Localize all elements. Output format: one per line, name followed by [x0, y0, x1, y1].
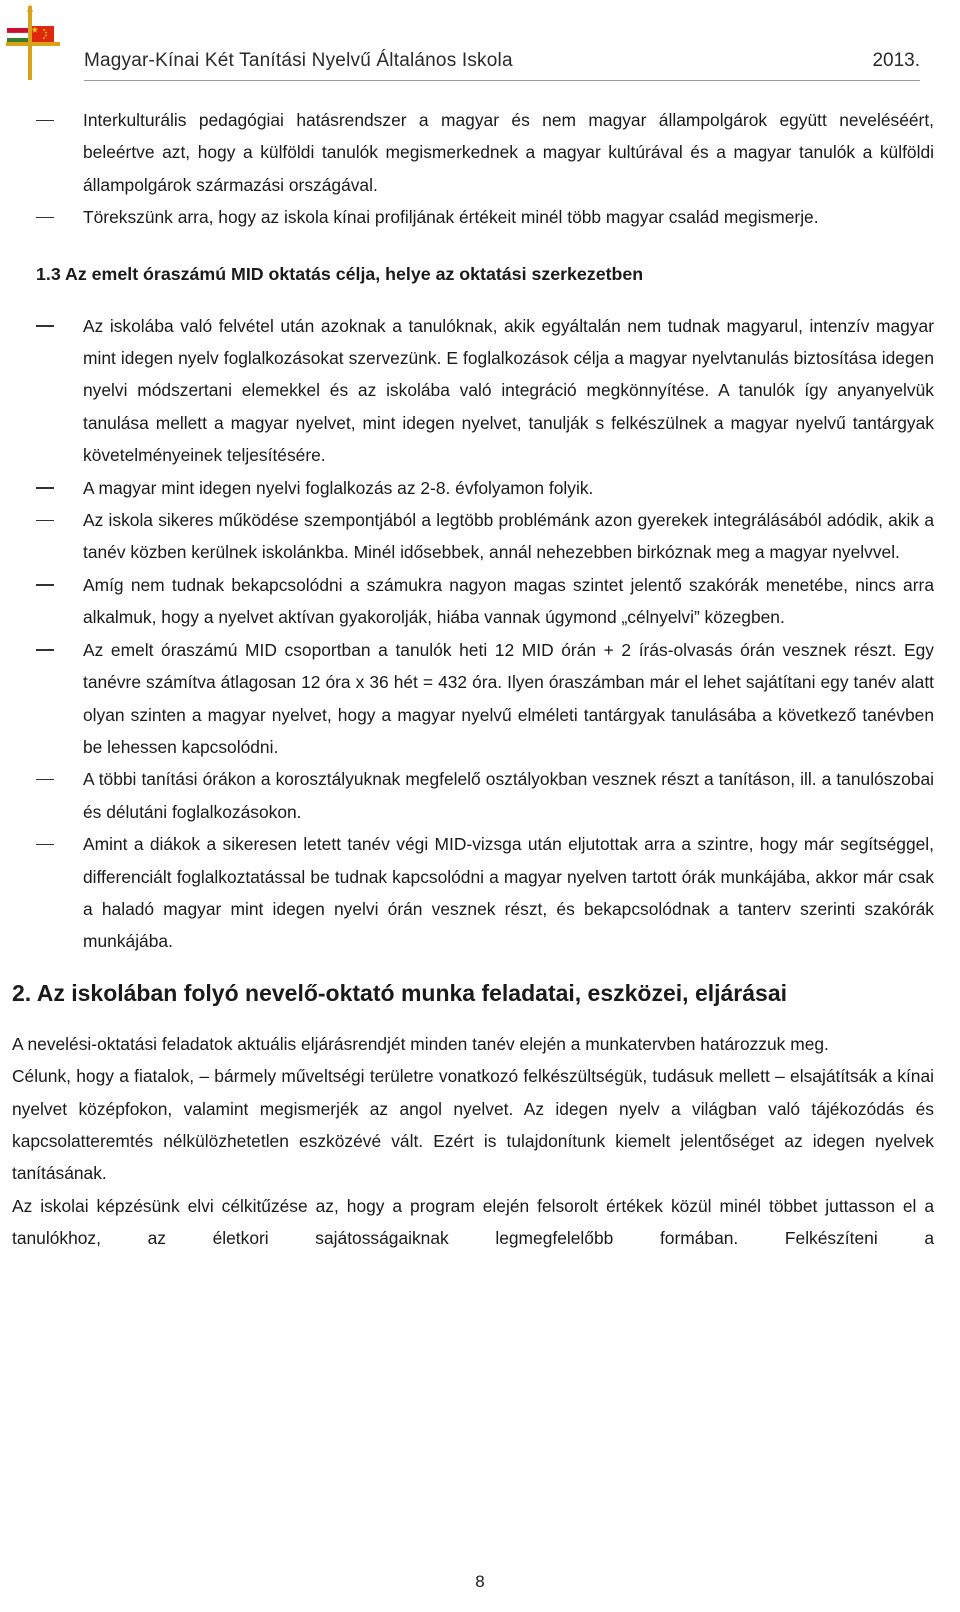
dash-bullet-icon — [36, 649, 54, 651]
section-heading-2: 2. Az iskolában folyó nevelő-oktató munka feladatai, eszközei, eljárásai — [12, 979, 788, 1006]
list-item-text: Az emelt óraszámú MID csoportban a tanulók heti 12 MID órán + 2 írás-olvasás órán vesznek részt. Egy tanévre számítva átlagosan 12 óra x 36 hét = 432 óra. Ilyen óraszámban már el lehet sajátítani egy tanév alatt olyan szinten a magyar nyelvet, hogy a magyar nyelvű elméleti tantárgyak tanulásába a következő tanévben be lehessen kapcsolódni. — [83, 639, 934, 757]
dash-bullet-icon — [36, 120, 54, 122]
list-item-text: Az iskola sikeres működése szempontjából a legtöbb problémánk azon gyerekek integrálásából adódik, akik a tanév közben kerülnek iskolánkba. Minél idősebbek, annál nehezebben birkóznak meg a magyar nyelvvel. — [83, 510, 934, 563]
dash-bullet-icon — [36, 487, 54, 489]
page-number: 8 — [475, 1572, 485, 1591]
list-item-text: Amíg nem tudnak bekapcsolódni a számukra nagyon magas szintet jelentő szakórák menetébe, nincs arra alkalmuk, hogy a nyelvet aktívan gyakorolják, hiába vannak úgymond „célnyelvi” közegben. — [83, 574, 934, 628]
header-divider — [84, 80, 920, 81]
list-item — [12, 472, 934, 504]
list-item — [12, 763, 934, 828]
list-item — [12, 634, 934, 764]
list-item-text: Az iskolába való felvétel után azoknak a tanulóknak, akik egyáltalán nem tudnak magyarul, intenzív magyar mint idegen nyelv foglalkozásokat szervezünk. E foglalkozások célja a magyar nyelvtanulás biztosítása idegen nyelvi módszertani elemekkel és az iskolába való integráció megkönnyítése. A tanulók így anyanyelvük tanulása mellett a magyar nyelvet, mint idegen nyelvet, tanulják s felkészülnek a magyar nyelvű tantárgyak követelményeinek teljesítésére. — [83, 315, 934, 466]
header-school-name: Magyar-Kínai Két Tanítási Nyelvű Általános Iskola — [84, 50, 513, 71]
list-item-text: A magyar mint idegen nyelvi foglalkozás az 2-8. évfolyamon folyik. — [83, 477, 594, 498]
list-item — [12, 569, 934, 634]
list-item-text: Törekszünk arra, hogy az iskola kínai profiljának értékeit minél több magyar család megismerje. — [83, 207, 819, 228]
list-item — [12, 504, 934, 569]
section-1-3-bullet-list — [12, 310, 934, 958]
dash-bullet-icon — [36, 844, 54, 846]
list-item-text: Amint a diákok a sikeresen letett tanév végi MID-vizsga után eljutottak arra a szintre, hogy már segítséggel, differenciált foglalkoztatással be tudnak kapcsolódni a magyar nyelven tartott órák munkájába, akkor már csak a haladó magyar mint idegen nyelvi órán vesznek részt, és bekapcsolódnak a tanterv szerinti szakórák munkájába. — [83, 834, 934, 952]
header-year: 2013. — [872, 50, 920, 71]
school-logo-icon — [4, 4, 62, 82]
section-heading-1-3: 1.3 Az emelt óraszámú MID oktatás célja, helye az oktatási szerkezetben — [36, 263, 644, 284]
list-item — [12, 201, 934, 233]
paragraph: A nevelési-oktatási feladatok aktuális eljárásrendjét minden tanév elején a munkatervben határozzuk meg. — [12, 1033, 829, 1054]
dash-bullet-icon — [36, 584, 54, 586]
list-item-text: Interkulturális pedagógiai hatásrendszer a magyar és nem magyar állampolgárok együtt neveléséért, beleértve azt, hogy a külföldi tanulók megismerkednek a magyar kultúrával és a magyar tanulók a külföldi állampolgárok származási országával. — [83, 110, 934, 195]
paragraph: Az iskolai képzésünk elvi célkitűzése az, hogy a program elején felsorolt értékek közül minél többet juttasson el a tanulókhoz, az életkori sajátosságaiknak legmegfelelőbb formában. Felkészíteni a — [12, 1195, 934, 1249]
paragraph: Célunk, hogy a fiatalok, – bármely műveltségi területre vonatkozó felkészültségük, tudásuk mellett – elsajátítsák a kínai nyelvet középfokon, valamint megismerjék az angol nyelvet. Az idegen nyelv a világban való tájékozódás és kapcsolatteremtés nélkülözhetetlen eszközévé vált. Ezért is tulajdonítunk kiemelt jelentőséget az idegen nyelvek tanításának. — [12, 1066, 934, 1184]
dash-bullet-icon — [36, 217, 54, 219]
document-body — [12, 104, 934, 1255]
intro-bullet-list — [12, 104, 934, 234]
dash-bullet-icon — [36, 520, 54, 522]
dash-bullet-icon — [36, 779, 54, 781]
list-item — [12, 828, 934, 958]
list-item-text: A többi tanítási órákon a korosztályuknak megfelelő osztályokban vesznek részt a tanításon, ill. a tanulószobai és délutáni foglalkozásokon. — [83, 769, 934, 822]
list-item — [12, 310, 934, 472]
page-header — [0, 0, 960, 84]
list-item — [12, 104, 934, 201]
dash-bullet-icon — [36, 325, 54, 327]
